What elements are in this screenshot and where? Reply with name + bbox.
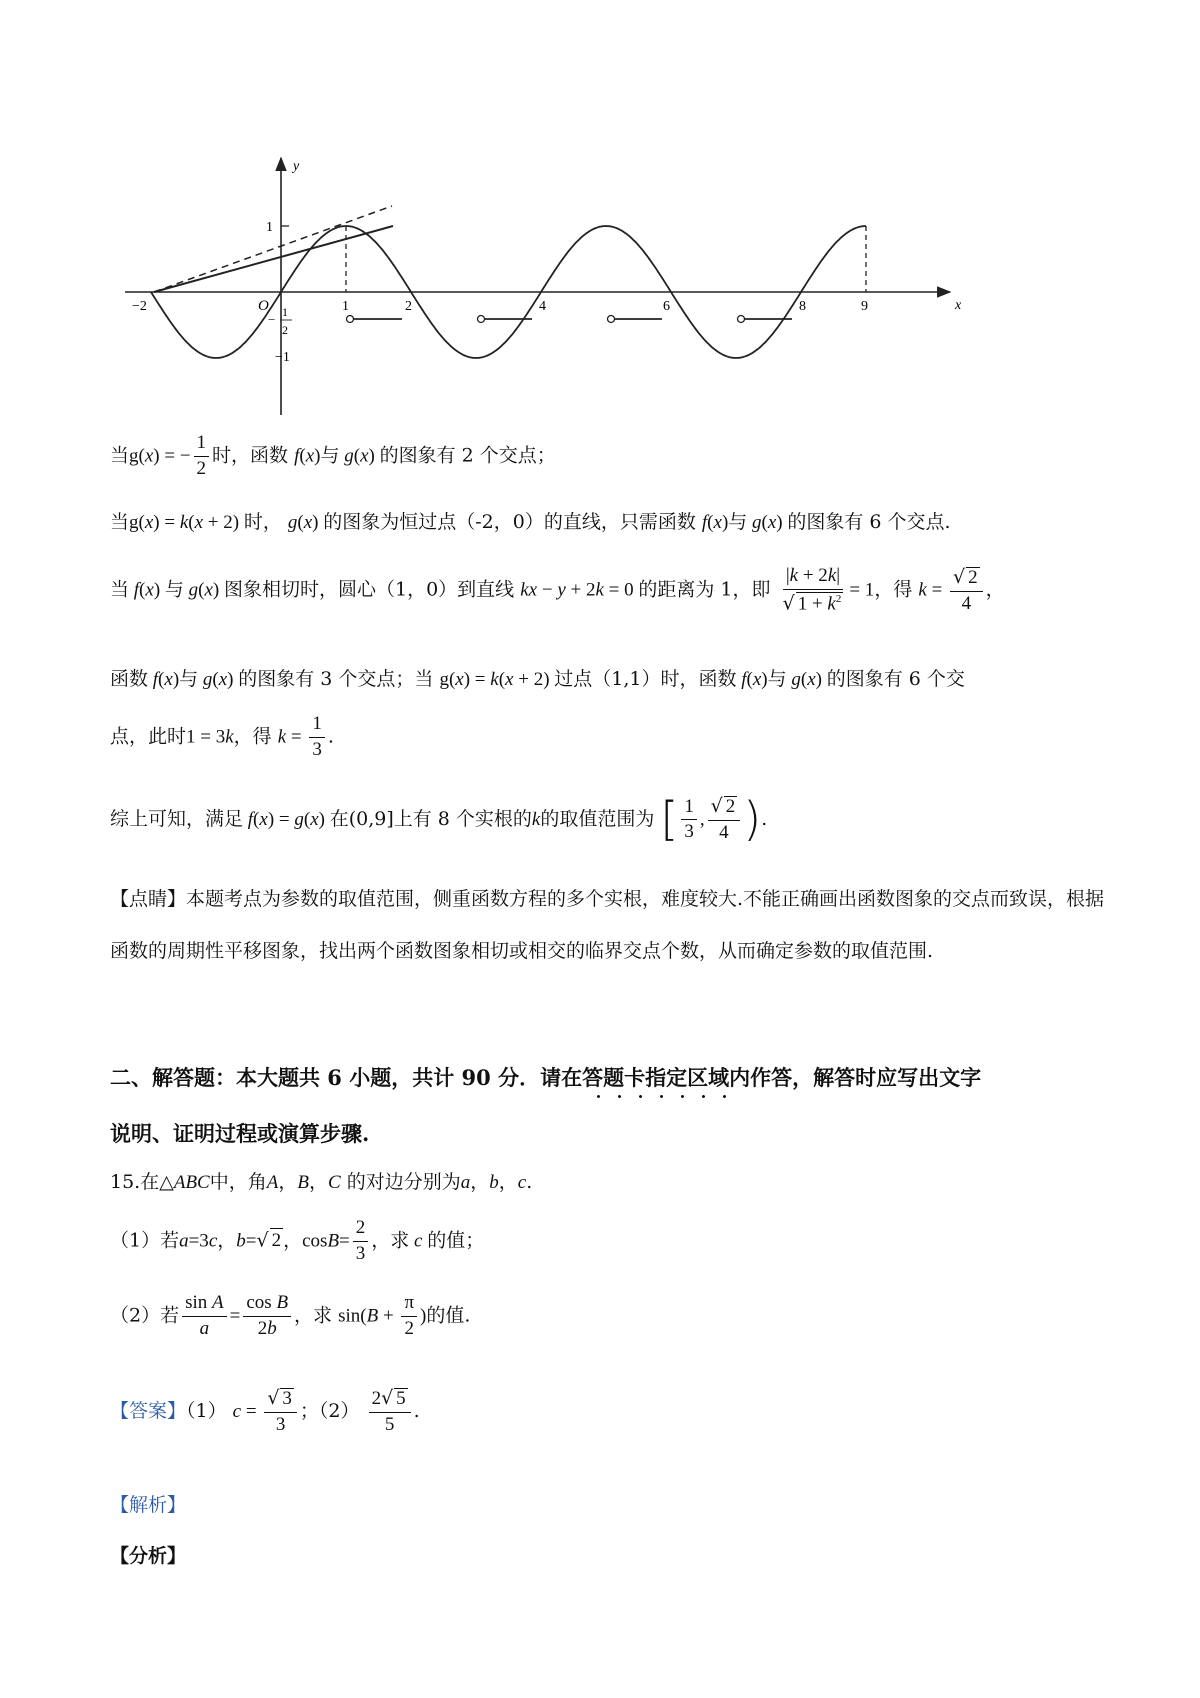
line-4: 函数 f(x)与 g(x) 的图象有 3 个交点；当 g(x) = k(x + 2) 过点（1,1）时，函数 f(x)与 g(x) 的图象有 6 个交 xyxy=(110,668,965,690)
line-3: 当 f(x) 与 g(x) 图象相切时，圆心（1，0）到直线 kx − y + 2k = 0 的距离为 1，即 $\frac{|k + 2k|}{√ 1 + k^2}$ = 1，得 k = $\frac{√ 2}{4}$ ， xyxy=(110,565,1005,615)
line-6: 综上可知，满足 f(x) = g(x) 在(0,9]上有 8 个实根的k的取值范围为 [ $\frac{1}{3}$ , $\frac{√ 2}{4}$ ). xyxy=(110,792,768,846)
line-5: 点，此时1 = 3k，得 k = $\frac{1}{3}$ . xyxy=(110,713,334,760)
x-axis-label: x xyxy=(955,298,962,313)
y-axis-label: y xyxy=(293,159,300,174)
jiexi-line xyxy=(110,1493,1110,1518)
emphasis-dotted: 答题卡指定区域 xyxy=(582,1065,730,1090)
fenxi-tag: 【分析】 xyxy=(110,1545,187,1567)
line-2: 当g(x) = k(x + 2) 时， g(x) 的图象为恒过点（-2，0）的直线，只需函数 f(x)与 g(x) 的图象有 6 个交点. xyxy=(110,511,951,533)
dianjing-text: 本题考点为参数的取值范围，侧重函数方程的多个实根，难度较大.不能正确画出函数图象的交点而致误，根据函数的周期性平移图象，找出两个函数图象相切或相交的临界交点个数，从而确定参数的取值范围. xyxy=(110,888,1105,962)
section-2-header-line2: 说明、证明过程或演算步骤. xyxy=(110,1121,370,1146)
answer-tag: 【答案】 xyxy=(110,1399,187,1422)
x-tick-8: 8 xyxy=(799,299,806,314)
dashed-line xyxy=(154,206,392,292)
x-tick-minus2: −2 xyxy=(132,299,147,314)
x-tick-4: 4 xyxy=(539,299,546,314)
origin-label: O xyxy=(258,298,269,314)
jiexi-tag: 【解析】 xyxy=(110,1494,187,1516)
answer-line: 【答案】（1） c = $\frac{√ 3}{3}$ ；（2） $\frac{2√ 5}{5}$ . xyxy=(110,1387,420,1435)
x-tick-1: 1 xyxy=(342,299,349,314)
fenxi-line xyxy=(110,1544,1110,1569)
y-half-sign: − xyxy=(268,312,276,327)
x-tick-6: 6 xyxy=(663,299,670,314)
y-half-num: 1 xyxy=(282,305,288,319)
q15-part1: （1）若a=3c，b=√ 2 ，cosB= $\frac{2}{3}$ ，求 c 的值； xyxy=(110,1217,485,1264)
section-2-header: 二、解答题：本大题共 6 小题，共计 90 分．请在答题卡指定区域内作答，解答时应写出文字 xyxy=(110,1065,982,1090)
dianjing-tag: 【点睛】 xyxy=(110,888,187,910)
solid-line xyxy=(154,226,393,292)
function-graph xyxy=(0,0,1200,420)
y-half-den: 2 xyxy=(282,323,288,337)
x-tick-9: 9 xyxy=(861,299,868,314)
line-1: 当g(x) = − $\frac{1}{2}$ 时，函数 f(x)与 g(x) 的图象有 2 个交点； xyxy=(110,432,556,479)
x-tick-2: 2 xyxy=(405,299,412,314)
q15-part2: （2）若 $\frac{\text{sin A}}{a}$ = $\frac{\text{cos B}}{2b}$ ，求 sin(B + $\frac{\pi}{2}$ )的值. xyxy=(110,1292,471,1339)
q15-stem: 15.在△ABC中，角A，B，C 的对边分别为a，b，c. xyxy=(110,1171,533,1193)
y-tick-label-minus1: −1 xyxy=(275,350,290,365)
dianjing-paragraph xyxy=(110,873,1110,977)
y-tick-label-1: 1 xyxy=(266,220,273,235)
half-segments xyxy=(347,316,793,323)
